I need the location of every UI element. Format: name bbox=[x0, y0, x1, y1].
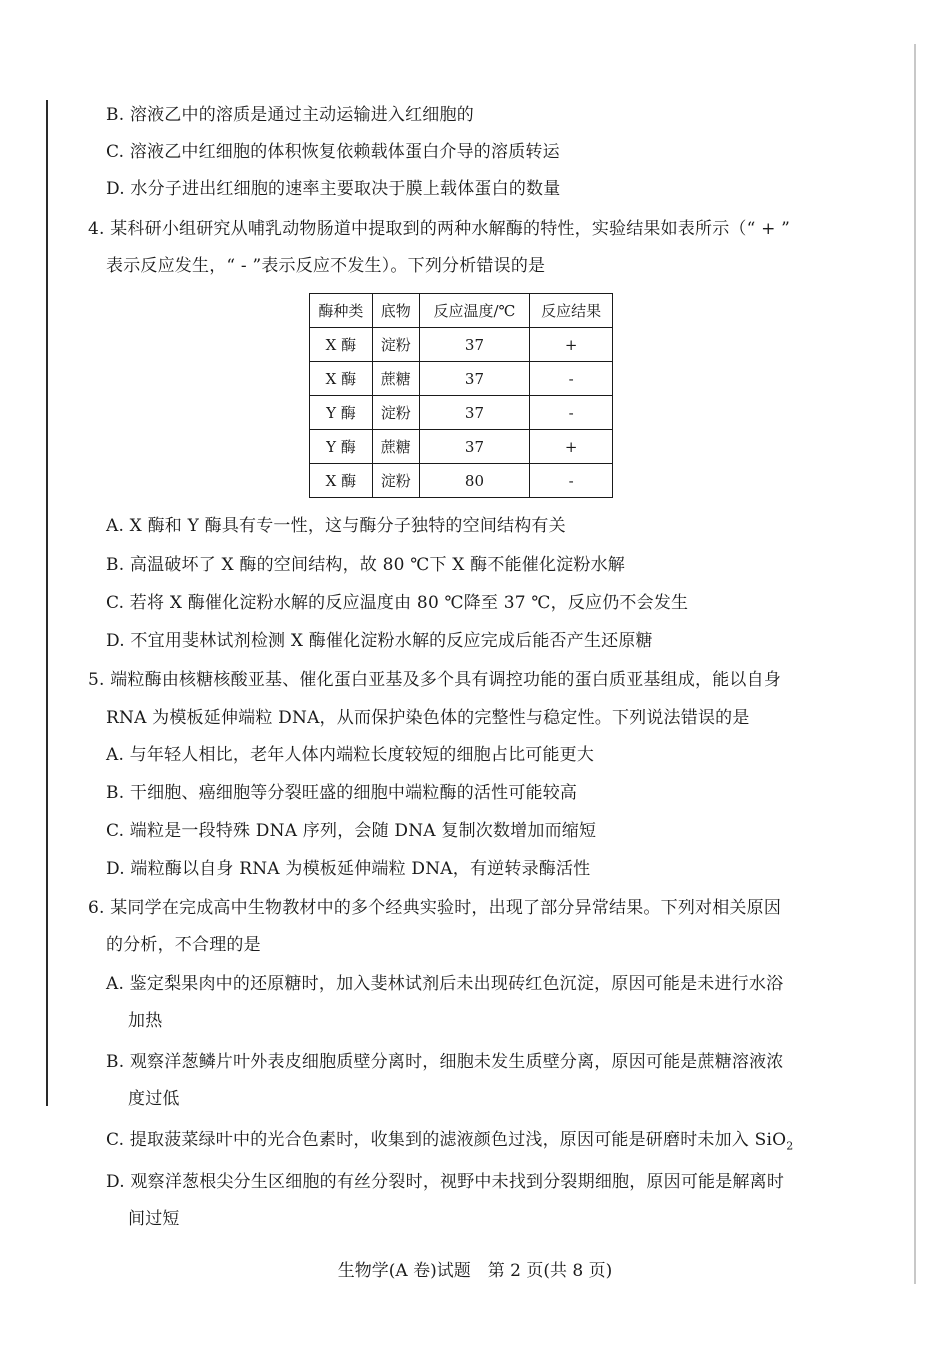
cell-enzyme: X 酶 bbox=[310, 328, 373, 362]
q3-option-b: B. 溶液乙中的溶质是通过主动运输进入红细胞的 bbox=[106, 105, 474, 125]
cell-temperature: 37 bbox=[419, 328, 530, 362]
q6-stem-line2: 的分析，不合理的是 bbox=[106, 935, 261, 955]
cell-result: - bbox=[530, 362, 613, 396]
cell-substrate: 淀粉 bbox=[372, 328, 419, 362]
q5-stem-line2: RNA 为模板延伸端粒 DNA，从而保护染色体的完整性与稳定性。下列说法错误的是 bbox=[106, 708, 750, 728]
cell-enzyme: Y 酶 bbox=[310, 430, 373, 464]
q5-option-d: D. 端粒酶以自身 RNA 为模板延伸端粒 DNA，有逆转录酶活性 bbox=[106, 859, 591, 879]
cell-result: - bbox=[530, 464, 613, 498]
table-row bbox=[310, 430, 613, 464]
cell-substrate: 淀粉 bbox=[372, 396, 419, 430]
q6-option-c-subscript: 2 bbox=[786, 1139, 794, 1153]
q5-stem-line1: 5. 端粒酶由核糖核酸亚基、催化蛋白亚基及多个具有调控功能的蛋白质亚基组成，能以自身 bbox=[88, 670, 782, 690]
q3-option-c: C. 溶液乙中红细胞的体积恢复依赖载体蛋白介导的溶质转运 bbox=[106, 142, 560, 162]
table-row bbox=[310, 396, 613, 430]
q4-stem-line2: 表示反应发生，“ - ”表示反应不发生）。下列分析错误的是 bbox=[106, 256, 546, 276]
header-substrate: 底物 bbox=[372, 294, 419, 328]
q6-stem-line1: 6. 某同学在完成高中生物教材中的多个经典实验时，出现了部分异常结果。下列对相关原因 bbox=[88, 898, 782, 918]
page-footer: 生物学(A 卷)试题 第 2 页(共 8 页) bbox=[337, 1261, 613, 1281]
header-enzyme: 酶种类 bbox=[310, 294, 373, 328]
enzyme-table bbox=[309, 293, 613, 498]
q5-option-b: B. 干细胞、癌细胞等分裂旺盛的细胞中端粒酶的活性可能较高 bbox=[106, 783, 578, 803]
cell-temperature: 37 bbox=[419, 430, 530, 464]
q6-option-b-line1: B. 观察洋葱鳞片叶外表皮细胞质壁分离时，细胞未发生质壁分离，原因可能是蔗糖溶液浓 bbox=[106, 1052, 784, 1072]
q6-option-c bbox=[106, 1129, 793, 1157]
table-row bbox=[310, 362, 613, 396]
cell-temperature: 37 bbox=[419, 396, 530, 430]
table-header-row bbox=[310, 294, 613, 328]
header-result: 反应结果 bbox=[530, 294, 613, 328]
header-temperature: 反应温度/℃ bbox=[419, 294, 530, 328]
q5-option-c: C. 端粒是一段特殊 DNA 序列，会随 DNA 复制次数增加而缩短 bbox=[106, 821, 597, 841]
cell-substrate: 蔗糖 bbox=[372, 430, 419, 464]
cell-enzyme: X 酶 bbox=[310, 464, 373, 498]
right-margin-line bbox=[914, 44, 916, 1284]
q6-option-b-line2: 度过低 bbox=[128, 1089, 180, 1109]
table-row bbox=[310, 464, 613, 498]
cell-enzyme: X 酶 bbox=[310, 362, 373, 396]
cell-result: + bbox=[530, 430, 613, 464]
q5-option-a: A. 与年轻人相比，老年人体内端粒长度较短的细胞占比可能更大 bbox=[106, 745, 595, 765]
cell-substrate: 淀粉 bbox=[372, 464, 419, 498]
cell-enzyme: Y 酶 bbox=[310, 396, 373, 430]
q6-option-d-line1: D. 观察洋葱根尖分生区细胞的有丝分裂时，视野中未找到分裂期细胞，原因可能是解离时 bbox=[106, 1172, 785, 1192]
q3-option-d: D. 水分子进出红细胞的速率主要取决于膜上载体蛋白的数量 bbox=[106, 179, 561, 199]
q4-option-c: C. 若将 X 酶催化淀粉水解的反应温度由 80 ℃降至 37 ℃，反应仍不会发生 bbox=[106, 593, 689, 613]
q4-option-d: D. 不宜用斐林试剂检测 X 酶催化淀粉水解的反应完成后能否产生还原糖 bbox=[106, 631, 653, 651]
cell-result: - bbox=[530, 396, 613, 430]
q6-option-a-line1: A. 鉴定梨果肉中的还原糖时，加入斐林试剂后未出现砖红色沉淀，原因可能是未进行水浴 bbox=[106, 974, 784, 994]
q6-option-c-text: C. 提取菠菜绿叶中的光合色素时，收集到的滤液颜色过浅，原因可能是研磨时未加入 SiO bbox=[106, 1130, 787, 1150]
q4-option-b: B. 高温破坏了 X 酶的空间结构，故 80 ℃下 X 酶不能催化淀粉水解 bbox=[106, 555, 625, 575]
cell-result: + bbox=[530, 328, 613, 362]
q6-option-d-line2: 间过短 bbox=[128, 1209, 180, 1229]
q4-stem-line1: 4. 某科研小组研究从哺乳动物肠道中提取到的两种水解酶的特性，实验结果如表所示（“ + ” bbox=[88, 219, 791, 239]
table-row bbox=[310, 328, 613, 362]
q6-option-a-line2: 加热 bbox=[128, 1011, 163, 1031]
q4-option-a: A. X 酶和 Y 酶具有专一性，这与酶分子独特的空间结构有关 bbox=[106, 516, 566, 536]
cell-substrate: 蔗糖 bbox=[372, 362, 419, 396]
cell-temperature: 80 bbox=[419, 464, 530, 498]
left-margin-line bbox=[46, 100, 48, 1106]
cell-temperature: 37 bbox=[419, 362, 530, 396]
